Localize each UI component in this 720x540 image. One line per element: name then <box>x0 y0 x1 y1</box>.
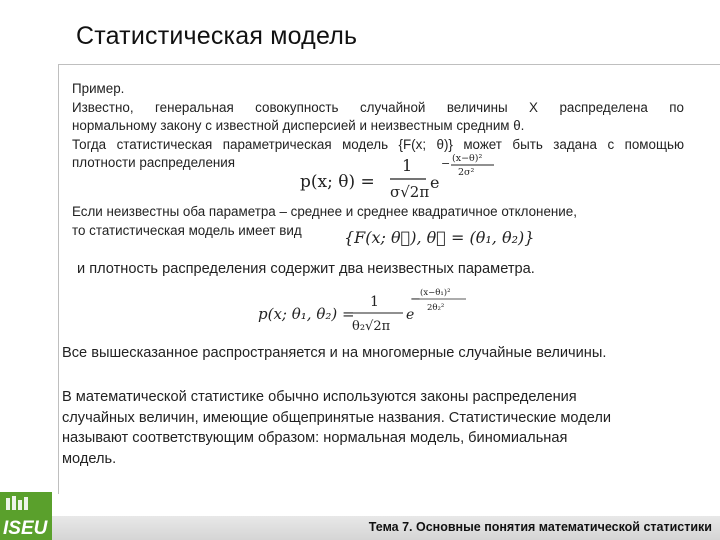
formula-exp-denominator: 2θ₂² <box>427 303 445 313</box>
formula-exp-minus: − <box>441 157 451 170</box>
text-line: Известно, генеральная совокупность случайной величины X распределена по <box>72 99 684 115</box>
formula-denominator: θ₂√2π <box>352 319 391 334</box>
logo-wordmark: ISEU <box>3 518 48 539</box>
text-line: то статистическая модель имеет вид <box>72 222 302 238</box>
formula-numerator: 1 <box>402 156 413 175</box>
normal-density-formula <box>298 150 538 205</box>
model-set-formula <box>342 222 535 252</box>
text-line: Пример. <box>72 81 125 96</box>
text-line: модель. <box>62 450 117 467</box>
text-line: называют соответствующим образом: нормальная модель, биномиальная <box>62 430 568 446</box>
text-line: В математической статистике обычно используются законы распределения <box>62 389 577 405</box>
text-line: плотности распределения <box>72 155 236 170</box>
formula-model-set: {F(x; θ⃗), θ⃗ = (θ₁, θ₂)} <box>344 228 535 247</box>
formula-exp-minus: − <box>410 292 421 307</box>
text-line: нормальному закону с известной дисперсией и неизвестным средним θ. <box>72 118 525 133</box>
slide-title: Статистическая модель <box>76 22 358 50</box>
formula-exp-numerator: (x−θ)² <box>452 153 483 164</box>
footer-topic-text: Тема 7. Основные понятия математической статистики <box>368 520 712 534</box>
formula-exp-denominator: 2σ² <box>458 167 475 178</box>
text-line: Если неизвестны оба параметра – среднее и среднее квадратичное отклонение, <box>72 204 577 219</box>
formula-exp-numerator: (x−θ₁)² <box>420 288 451 298</box>
formula-numerator: 1 <box>370 294 379 310</box>
text-line: случайных величин, имеющие общепринятые названия. Статистические модели <box>62 409 612 426</box>
multivariate-sentence: Все вышесказанное распространяется и на многомерные случайные величины. <box>62 345 607 361</box>
formula-lhs: p(x; θ₁, θ₂) = <box>258 305 355 323</box>
formula-denominator: σ√2π <box>390 183 430 201</box>
two-param-density-formula <box>256 286 486 338</box>
iseu-logo <box>0 492 52 540</box>
formula-lhs: p(x; θ) = <box>300 172 375 192</box>
left-divider <box>58 64 59 494</box>
two-unknowns-sentence: и плотность распределения содержит два неизвестных параметра. <box>77 261 535 277</box>
title-divider <box>58 64 720 65</box>
formula-exp-base: e <box>406 307 415 323</box>
formula-exp-base: e <box>430 173 440 192</box>
text-line: Тогда статистическая параметрическая модель {F(x; θ)} может быть задана с помощью <box>72 136 684 152</box>
named-models-paragraph <box>62 387 712 469</box>
